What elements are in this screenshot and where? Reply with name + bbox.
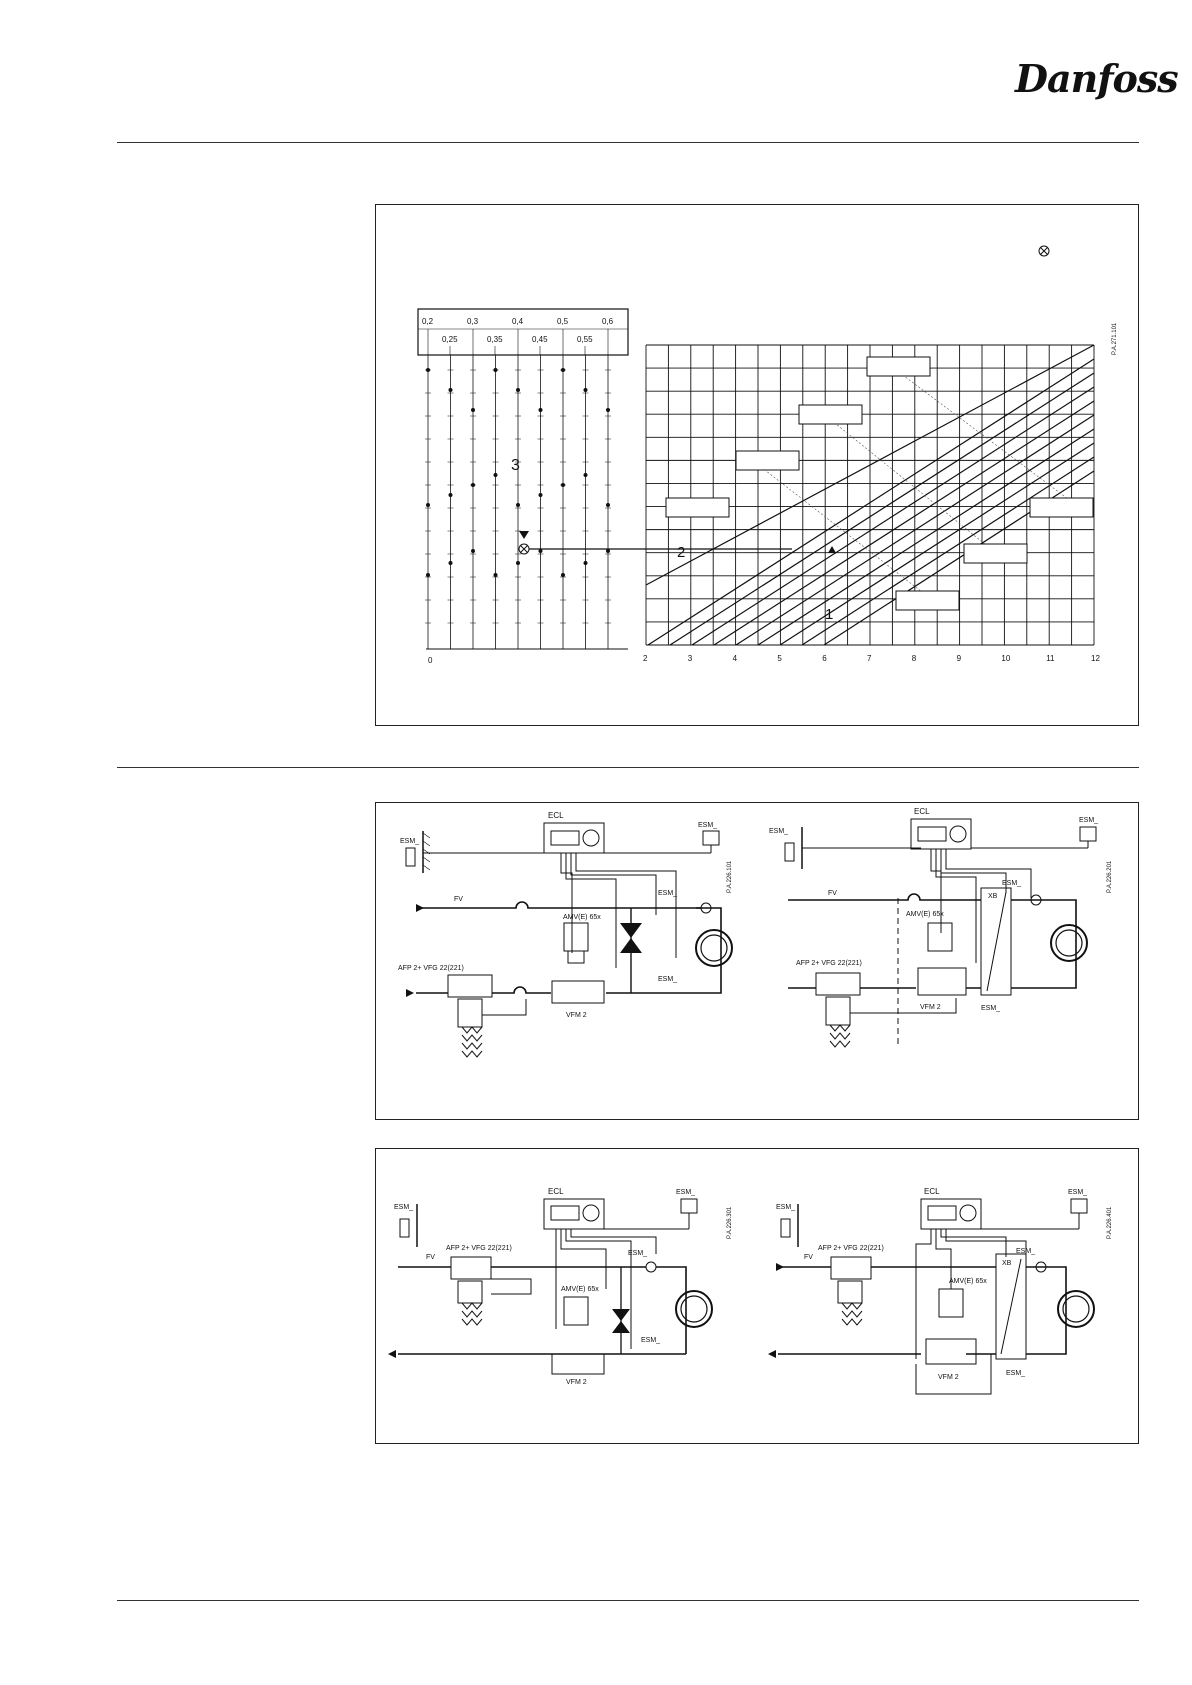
svg-text:VFM 2: VFM 2 <box>566 1012 587 1019</box>
bottom-axis-label: 7 <box>867 654 872 663</box>
section-rule <box>117 767 1139 768</box>
svg-text:ESM_: ESM_ <box>1068 1189 1088 1196</box>
svg-text:P.A.226.201: P.A.226.201 <box>1107 860 1113 893</box>
svg-text:XB: XB <box>988 893 998 900</box>
svg-text:FV: FV <box>426 1254 435 1261</box>
schemes-figure-2 <box>375 1148 1139 1444</box>
scale-bottom-label: 0,55 <box>577 335 593 344</box>
svg-text:ESM_: ESM_ <box>769 828 789 835</box>
nomogram-svg <box>376 205 1138 725</box>
svg-text:ESM_: ESM_ <box>981 1005 1001 1012</box>
scale-top-label: 0,3 <box>467 317 479 326</box>
bottom-axis-label: 3 <box>687 654 693 663</box>
bottom-axis-label: 9 <box>956 654 962 663</box>
svg-text:VFM 2: VFM 2 <box>920 1004 941 1011</box>
scale-bottom-label: 0,25 <box>442 335 458 344</box>
danfoss-logo: Danfoss <box>1015 56 1178 101</box>
bottom-axis-label: 5 <box>777 654 782 663</box>
svg-text:AMV(E) 65x: AMV(E) 65x <box>563 914 601 921</box>
callout-1: 1 <box>825 606 834 623</box>
legend-marker-icon <box>1039 246 1049 256</box>
svg-text:FV: FV <box>454 896 463 903</box>
svg-text:AMV(E) 65x: AMV(E) 65x <box>561 1286 599 1293</box>
svg-text:ESM_: ESM_ <box>658 890 678 897</box>
svg-text:ECL: ECL <box>548 1187 564 1196</box>
bottom-axis-label: 4 <box>732 654 738 663</box>
svg-text:ESM_: ESM_ <box>1006 1370 1026 1377</box>
footer-rule <box>117 1600 1139 1601</box>
reading-point-icon <box>519 531 529 554</box>
svg-text:ESM_: ESM_ <box>641 1337 661 1344</box>
scale-bottom-label: 0,45 <box>532 335 548 344</box>
svg-text:ESM_: ESM_ <box>1016 1248 1036 1255</box>
bottom-axis-label: 2 <box>643 654 648 663</box>
scale-bottom-label: 0,35 <box>487 335 503 344</box>
bottom-axis-label: 12 <box>1091 654 1100 663</box>
nomogram-figure <box>375 204 1139 726</box>
scale-top-label: 0,4 <box>512 317 524 326</box>
callout-2: 2 <box>677 544 686 561</box>
svg-text:ESM_: ESM_ <box>698 822 718 829</box>
header-rule <box>117 142 1139 143</box>
svg-text:AFP 2+ VFG 22(221): AFP 2+ VFG 22(221) <box>818 1245 884 1252</box>
svg-text:ECL: ECL <box>914 807 930 816</box>
svg-text:XB: XB <box>1002 1260 1012 1267</box>
svg-text:VFM 2: VFM 2 <box>938 1374 959 1381</box>
svg-text:ESM_: ESM_ <box>776 1204 796 1211</box>
svg-text:ESM_: ESM_ <box>676 1189 696 1196</box>
bottom-axis-label: 6 <box>822 654 827 663</box>
bottom-axis-label: 10 <box>1001 654 1011 663</box>
svg-text:ECL: ECL <box>548 811 564 820</box>
svg-text:ESM_: ESM_ <box>1079 817 1099 824</box>
svg-text:AFP 2+ VFG 22(221): AFP 2+ VFG 22(221) <box>446 1245 512 1252</box>
svg-text:P.A.226.301: P.A.226.301 <box>727 1206 733 1239</box>
schemes-figure-1 <box>375 802 1139 1120</box>
nomogram-watermark: P.A.271.101 <box>1112 322 1118 355</box>
svg-text:VFM 2: VFM 2 <box>566 1379 587 1386</box>
svg-text:AFP 2+ VFG 22(221): AFP 2+ VFG 22(221) <box>796 960 862 967</box>
svg-text:FV: FV <box>828 890 837 897</box>
svg-text:FV: FV <box>804 1254 813 1261</box>
svg-text:ESM_: ESM_ <box>400 838 420 845</box>
svg-text:AMV(E) 65x: AMV(E) 65x <box>906 911 944 918</box>
scale-top-label: 0,6 <box>602 317 614 326</box>
svg-text:AFP 2+ VFG 22(221): AFP 2+ VFG 22(221) <box>398 965 464 972</box>
scale-top-label: 0,2 <box>422 317 434 326</box>
left-axis-zero: 0 <box>428 656 433 665</box>
bottom-axis-label: 8 <box>911 654 917 663</box>
svg-text:P.A.226.101: P.A.226.101 <box>727 860 733 893</box>
bottom-axis-label: 11 <box>1046 654 1055 663</box>
svg-text:ESM_: ESM_ <box>394 1204 414 1211</box>
svg-text:ESM_: ESM_ <box>1002 880 1022 887</box>
svg-text:P.A.226.401: P.A.226.401 <box>1107 1206 1113 1239</box>
svg-text:ECL: ECL <box>924 1187 940 1196</box>
svg-text:ESM_: ESM_ <box>628 1250 648 1257</box>
scale-header-box <box>418 309 628 355</box>
callout-3: 3 <box>511 457 520 474</box>
svg-text:AMV(E) 65x: AMV(E) 65x <box>949 1278 987 1285</box>
scale-top-label: 0,5 <box>557 317 569 326</box>
svg-text:ESM_: ESM_ <box>658 976 678 983</box>
